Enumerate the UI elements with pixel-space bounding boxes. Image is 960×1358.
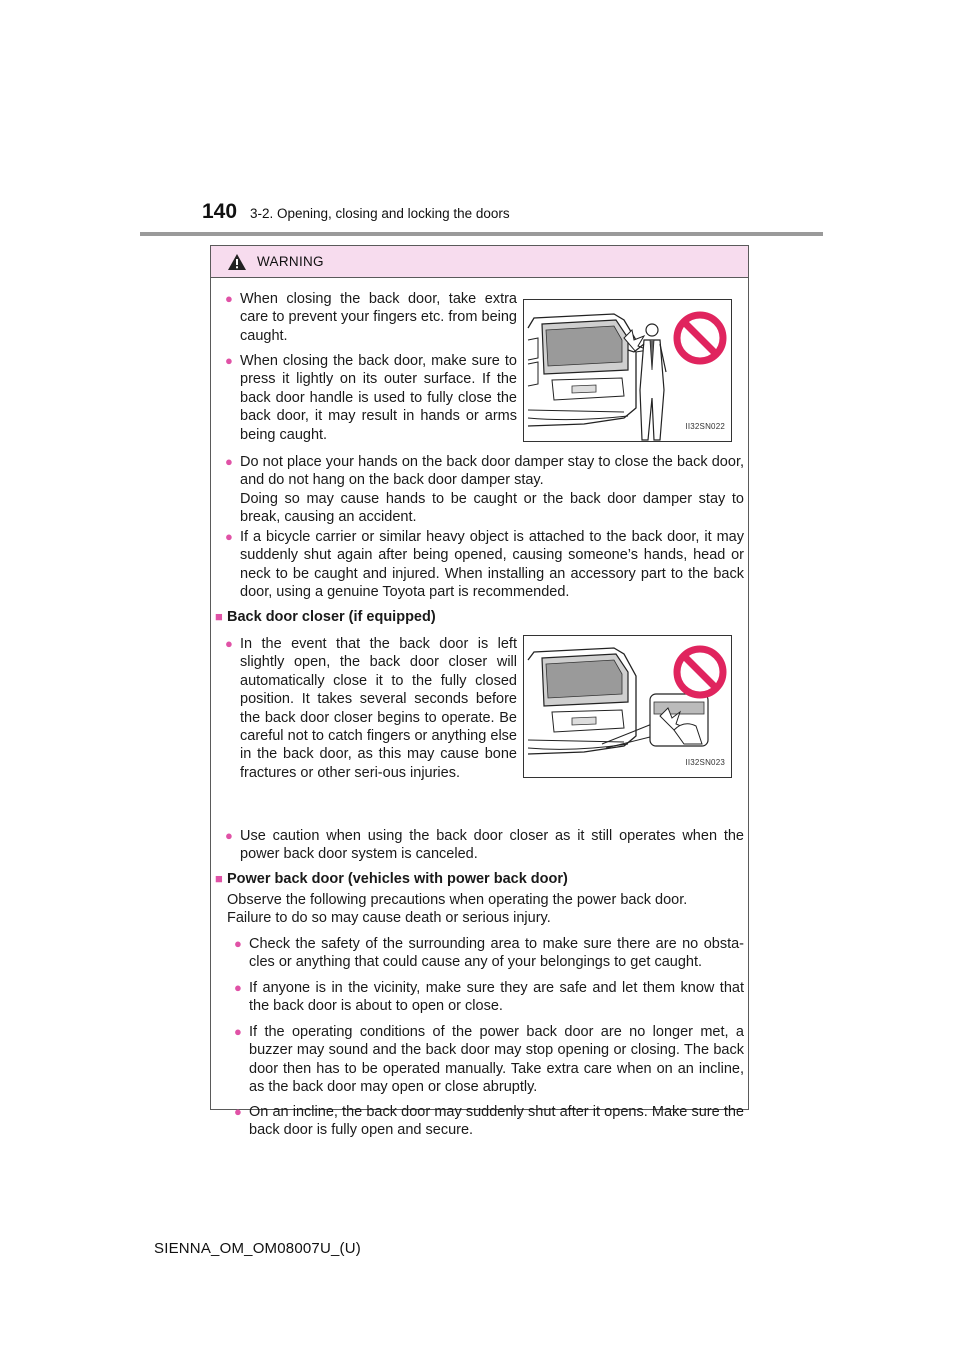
- figure-code: II32SN023: [685, 757, 725, 767]
- bullet-text: When closing the back door, take extra care to prevent your fingers etc. from being caught.: [240, 291, 517, 344]
- list-item: [225, 453, 744, 527]
- bullet-icon: ●: [234, 980, 242, 995]
- bullet-icon: ●: [225, 529, 233, 544]
- bullet-text: If anyone is in the vicinity, make sure they are safe and let them know that the back door is about to open or close.: [249, 980, 744, 1015]
- bullet-icon: ●: [225, 636, 233, 651]
- bullet-text: Check the safety of the surrounding area to make sure there are no obsta-cles or anything that could cause any of your belongings to get caught.: [249, 936, 744, 971]
- bullet-text: When closing the back door, make sure to press it lightly on its outer surface. If the back door handle is used to fully close the back door, it may result in hands or arms being caught.: [240, 353, 517, 443]
- section-heading: [215, 870, 735, 888]
- bullet-icon: ●: [234, 936, 242, 951]
- list-item: [234, 979, 744, 1016]
- list-item: [225, 827, 744, 864]
- page-number: 140: [202, 200, 238, 223]
- bullet-text: On an incline, the back door may suddenly shut after it opens. Make sure the back door is fully open and secure.: [249, 1104, 744, 1139]
- bullet-icon: ●: [225, 353, 233, 368]
- bullet-text: If the operating conditions of the power back door are no longer met, a buzzer may sound and the back door may stop opening or closing. The back door then has to be operated manually. Take extra care when on an incline, as the back door may open or close abruptly.: [249, 1024, 744, 1096]
- bullet-icon: ●: [234, 1104, 242, 1119]
- heading-text: Back door closer (if equipped): [227, 609, 436, 625]
- footer-document-code: SIENNA_OM_OM08007U_(U): [154, 1240, 361, 1257]
- intro-line: Failure to do so may cause death or serious injury.: [227, 910, 551, 927]
- bullet-text: If a bicycle carrier or similar heavy object is attached to the back door, it may suddenly shut again after being opened, causing someone’s hands, head or neck to be caught and injured. When installing an accessory part to the back door, using a genuine Toyota part is recommended.: [240, 529, 744, 601]
- bullet-text: In the event that the back door is left slightly open, the back door closer will automatically close it to the fully closed position. It takes several seconds before the back door closer begins to operate. Be careful not to catch fingers or anything else in the back door, as this may cause bone fractures or other seri-ous injuries.: [240, 636, 517, 781]
- section-heading: [215, 608, 715, 626]
- bullet-icon: ●: [234, 1024, 242, 1039]
- section-title: 3-2. Opening, closing and locking the doors: [250, 206, 510, 221]
- list-item: [234, 1103, 744, 1140]
- bullet-icon: ●: [225, 828, 233, 843]
- square-bullet-icon: ■: [215, 609, 223, 624]
- bullet-text: Do not place your hands on the back door damper stay to close the back door, and do not hang on the back door damper stay.: [240, 454, 744, 489]
- list-item: [225, 290, 517, 345]
- warning-box: [210, 245, 749, 1139]
- bullet-text: Doing so may cause hands to be caught or the back door damper stay to break, causing an accident.: [240, 490, 744, 526]
- list-item: [225, 635, 517, 782]
- bullet-icon: ●: [225, 454, 233, 469]
- square-bullet-icon: ■: [215, 871, 223, 886]
- warning-label: WARNING: [257, 254, 324, 269]
- figure-code: II32SN022: [685, 421, 725, 431]
- paragraph: [227, 891, 742, 928]
- list-item: [225, 528, 744, 602]
- header-rule: [140, 232, 823, 236]
- heading-text: Power back door (vehicles with power back door): [227, 871, 568, 887]
- bullet-text: Use caution when using the back door closer as it still operates when the power back door system is canceled.: [240, 828, 744, 863]
- bullet-icon: ●: [225, 291, 233, 306]
- warning-header: [211, 246, 748, 278]
- intro-line: Observe the following precautions when operating the power back door.: [227, 892, 688, 908]
- warning-triangle-icon: [227, 253, 247, 271]
- list-item: [234, 935, 744, 972]
- figure-back-door-fingers: [523, 299, 732, 442]
- list-item: [234, 1023, 744, 1097]
- figure-back-door-closer: [523, 635, 732, 778]
- list-item: [225, 352, 517, 444]
